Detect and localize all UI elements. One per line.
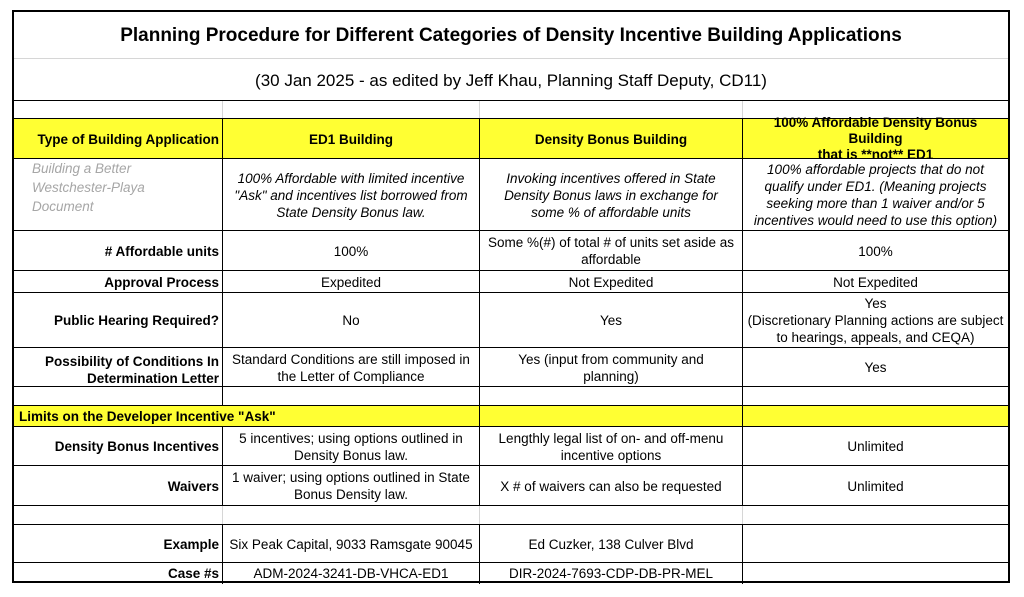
empty-cell	[742, 406, 1008, 427]
header-type: Type of Building Application	[37, 131, 219, 147]
cell-example-density: Ed Cuzker, 138 Culver Blvd	[479, 525, 742, 563]
empty-cell	[479, 387, 742, 406]
watermark-text	[14, 159, 222, 231]
watermark-line: Westchester-Playa	[32, 180, 145, 195]
description-affordable: 100% affordable projects that do not qualify under ED1. (Meaning projects seeking more than 1 waiver and/or 5 incentives would need to use this option)	[742, 159, 1008, 231]
empty-cell	[479, 406, 742, 427]
table-row-incentives	[14, 426, 1008, 466]
cell-waivers-ed1: 1 waiver; using options outlined in State Bonus Density law.	[222, 466, 479, 506]
conditions-label-line: Possibility of Conditions In	[45, 354, 219, 369]
row-label-units: # Affordable units	[104, 243, 219, 259]
cell-incentives-density: Lengthly legal list of on- and off-menu incentive options	[479, 427, 742, 466]
cell-waivers-affordable: Unlimited	[742, 466, 1008, 506]
cell-incentives-ed1: 5 incentives; using options outlined in Density Bonus law.	[222, 427, 479, 466]
spreadsheet	[12, 10, 1010, 583]
row-label-conditions	[14, 348, 222, 387]
row-label-cases: Case #s	[167, 566, 219, 581]
empty-cell	[479, 101, 742, 119]
header-affordable-line1: 100% Affordable Density Bonus Building	[773, 115, 978, 146]
hearing-affordable-note: (Discretionary Planning actions are subject to hearings, appeals, and CEQA)	[747, 313, 1004, 345]
cell-approval-affordable: Not Expedited	[742, 271, 1008, 293]
description-row	[14, 158, 1008, 231]
cell-units-ed1: 100%	[222, 231, 479, 271]
cell-waivers-density: X # of waivers can also be requested	[479, 466, 742, 506]
section-row	[14, 405, 1008, 427]
cell-cases-density: DIR-2024-7693-CDP-DB-PR-MEL	[479, 563, 742, 584]
row-label-hearing: Public Hearing Required?	[53, 313, 219, 328]
cell-conditions-ed1: Standard Conditions are still imposed in the Letter of Compliance	[222, 348, 479, 387]
row-label-waivers: Waivers	[167, 478, 219, 494]
cell-conditions-density: Yes (input from community and planning)	[479, 348, 742, 387]
header-ed1: ED1 Building	[222, 119, 479, 159]
empty-cell	[742, 387, 1008, 406]
watermark-line: Document	[32, 199, 94, 214]
cell-hearing-ed1: No	[222, 293, 479, 348]
cell-hearing-affordable	[742, 293, 1008, 348]
header-row	[14, 115, 1008, 162]
page-subtitle: (30 Jan 2025 - as edited by Jeff Khau, Planning Staff Deputy, CD11)	[255, 70, 767, 90]
cell-conditions-affordable: Yes	[742, 348, 1008, 387]
table-row-hearing	[14, 292, 1008, 348]
page-title: Planning Procedure for Different Categories of Density Incentive Building Applications	[120, 24, 902, 46]
cell-example-affordable	[742, 525, 1008, 563]
empty-cell	[222, 101, 479, 119]
cell-hearing-density: Yes	[479, 293, 742, 348]
cell-incentives-affordable: Unlimited	[742, 427, 1008, 466]
cell-approval-ed1: Expedited	[222, 271, 479, 293]
header-density-bonus: Density Bonus Building	[479, 119, 742, 159]
empty-cell	[742, 506, 1008, 525]
table-row-cases	[14, 562, 1008, 584]
spacer-row	[14, 386, 1008, 406]
table-row-units	[14, 230, 1008, 271]
description-ed1: 100% Affordable with limited incentive "Ask" and incentives list borrowed from State Density Bonus law.	[222, 159, 479, 231]
title-row	[14, 12, 1008, 58]
watermark-line: Building a Better	[32, 161, 132, 176]
header-affordable-line2: that is **not** ED1	[817, 147, 934, 162]
hearing-affordable-answer: Yes	[864, 296, 887, 311]
section-label: Limits on the Developer Incentive "Ask"	[19, 409, 276, 424]
subtitle-row	[14, 58, 1008, 101]
row-label-example: Example	[163, 536, 219, 552]
table-row-approval	[14, 270, 1008, 293]
description-density: Invoking incentives offered in State Density Bonus laws in exchange for some % of affordable units	[479, 159, 742, 231]
cell-units-density: Some %(#) of total # of units set aside as affordable	[479, 231, 742, 271]
cell-example-ed1: Six Peak Capital, 9033 Ramsgate 90045	[222, 525, 479, 563]
cell-cases-ed1: ADM-2024-3241-DB-VHCA-ED1	[222, 563, 479, 584]
empty-cell	[222, 387, 479, 406]
row-label-incentives: Density Bonus Incentives	[54, 439, 219, 454]
empty-cell	[479, 506, 742, 525]
cell-cases-affordable	[742, 563, 1008, 584]
row-label-approval: Approval Process	[104, 274, 219, 290]
table-row-example	[14, 524, 1008, 563]
cell-units-affordable: 100%	[742, 231, 1008, 271]
empty-cell	[222, 506, 479, 525]
table-row-waivers	[14, 465, 1008, 506]
conditions-label-line: Determination Letter	[86, 371, 219, 386]
header-affordable	[742, 115, 1008, 162]
spacer-row	[14, 505, 1008, 525]
table-row-conditions	[14, 347, 1008, 387]
cell-approval-density: Not Expedited	[479, 271, 742, 293]
